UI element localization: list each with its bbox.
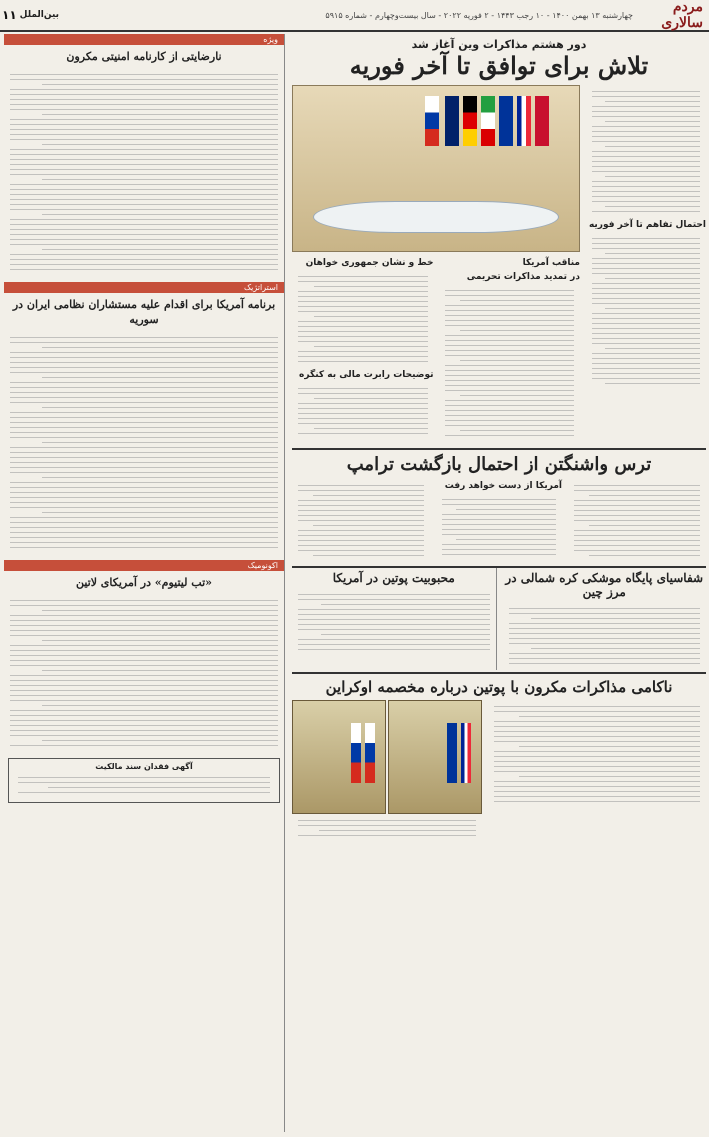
macron-security-box [4, 34, 284, 276]
issue-info: چهارشنبه ۱۳ بهمن ۱۴۰۰ - ۱۰ رجب ۱۴۴۳ - ۲ فوریه ۲۰۲۲ - سال بیست‌وچهارم - شماره ۵۹۱۵ [325, 10, 633, 20]
subhead-republicans: خط و نشان جمهوری خواهان [305, 258, 434, 268]
us-syria-headline: برنامه آمریکا برای اقدام علیه مستشاران نظامی ایران در سوریه [12, 298, 276, 326]
masthead [0, 0, 709, 32]
us-syria-box [4, 282, 284, 554]
subhead-malley: توضیحات رابرت مالی به کنگره [299, 370, 434, 380]
macron-putin-headline: ناکامی مذاکرات مکرون با پوتین درباره مخصمه اوکراین [292, 672, 706, 700]
section-label: بین‌الملل [19, 10, 60, 20]
subhead-merits: مناقب آمریکا [522, 258, 580, 268]
lead-right-column [586, 85, 706, 442]
newspaper-logo: مردم سالاری [661, 0, 703, 31]
lead-headline: تلاش برای توافق تا آخر فوریه [349, 51, 649, 80]
side-column [4, 34, 285, 1132]
macron-security-headline: نارضایتی از کارنامه امنیتی مکرون [66, 50, 222, 63]
box-label-economic: اکونومیک [4, 560, 284, 571]
box-label-special: ویژه [4, 34, 284, 45]
subhead-fabruary: احتمال تفاهم تا آخر فوریه [588, 220, 706, 230]
page-number: ۱۱ [2, 8, 17, 22]
macron-putin-photo [292, 700, 482, 814]
lithium-box [4, 560, 284, 752]
page-section [0, 8, 82, 22]
putin-popularity-headline: محبوبیت پوتین در آمریکا [332, 571, 455, 585]
notice-headline: آگهی فقدان سند مالکیت [95, 762, 193, 771]
negotiations-photo [292, 85, 580, 252]
deed-loss-notice [8, 758, 280, 803]
subhead-america-lost: آمریکا از دست خواهد رفت [444, 481, 562, 491]
box-label-strategic: استراتژیک [4, 282, 284, 293]
lithium-headline: «تب لیتیوم» در آمریکای لاتین [75, 576, 213, 589]
main-column [292, 34, 706, 1132]
trump-return-headline: ترس واشنگتن از احتمال بازگشت ترامپ [292, 448, 706, 479]
subhead-extension: در تمدید مذاکرات تحریمی [466, 272, 580, 282]
lead-kicker: دور هشتم مذاکرات وین آغاز شد [411, 38, 587, 51]
north-korea-headline: شفاسیای پایگاه موشکی کره شمالی در مرز چین [505, 571, 704, 599]
